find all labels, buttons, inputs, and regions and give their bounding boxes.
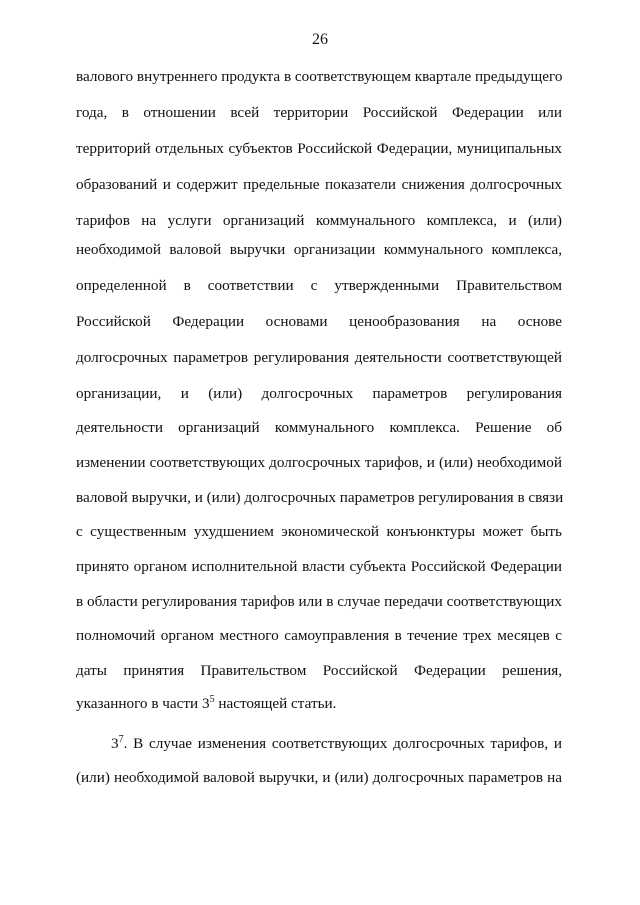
text-line: Российской Федерации основами ценообразования на основе [76, 313, 562, 330]
text-fragment: . В случае изменения соответствующих долгосрочных тарифов, и [123, 735, 562, 752]
text-line: полномочий органом местного самоуправления в течение трех месяцев с [76, 627, 562, 644]
superscript: 7 [118, 734, 124, 745]
text-line: долгосрочных параметров регулирования деятельности соответствующей [76, 349, 562, 366]
text-line: территорий отдельных субъектов Российской Федерации, муниципальных [76, 140, 562, 157]
text-line: с существенным ухудшением экономической конъюнктуры может быть [76, 523, 562, 540]
text-line: изменении соответствующих долгосрочных тарифов, и (или) необходимой [76, 454, 562, 471]
text-fragment: указанного в части 3 [76, 695, 210, 712]
text-line: даты принятия Правительством Российской Федерации решения, [76, 662, 562, 679]
text-line: (или) необходимой валовой выручки, и (или) долгосрочных параметров на [76, 769, 562, 786]
text-line: в области регулирования тарифов или в случае передачи соответствующих [76, 593, 562, 610]
text-line: валового внутреннего продукта в соответствующем квартале предыдущего [76, 68, 563, 85]
text-line: деятельности организаций коммунального комплекса. Решение об [76, 419, 562, 436]
text-line: года, в отношении всей территории Российской Федерации или [76, 104, 562, 121]
paragraph-number: 3 [111, 735, 119, 752]
paragraph-2-first-line [111, 734, 562, 754]
superscript: 5 [209, 694, 215, 705]
text-line-last [76, 694, 562, 714]
text-fragment: настоящей статьи. [214, 695, 337, 712]
text-line: необходимой валовой выручки организации коммунального комплекса, [76, 241, 562, 258]
text-line: валовой выручки, и (или) долгосрочных параметров регулирования в связи [76, 489, 564, 506]
text-line: определенной в соответствии с утвержденными Правительством [76, 277, 562, 294]
text-line: образований и содержит предельные показатели снижения долгосрочных [76, 176, 562, 193]
text-line: тарифов на услуги организаций коммунального комплекса, и (или) [76, 212, 562, 229]
text-line: принято органом исполнительной власти субъекта Российской Федерации [76, 558, 562, 575]
page-number: 26 [312, 31, 328, 48]
text-line: организации, и (или) долгосрочных параметров регулирования [76, 385, 562, 402]
